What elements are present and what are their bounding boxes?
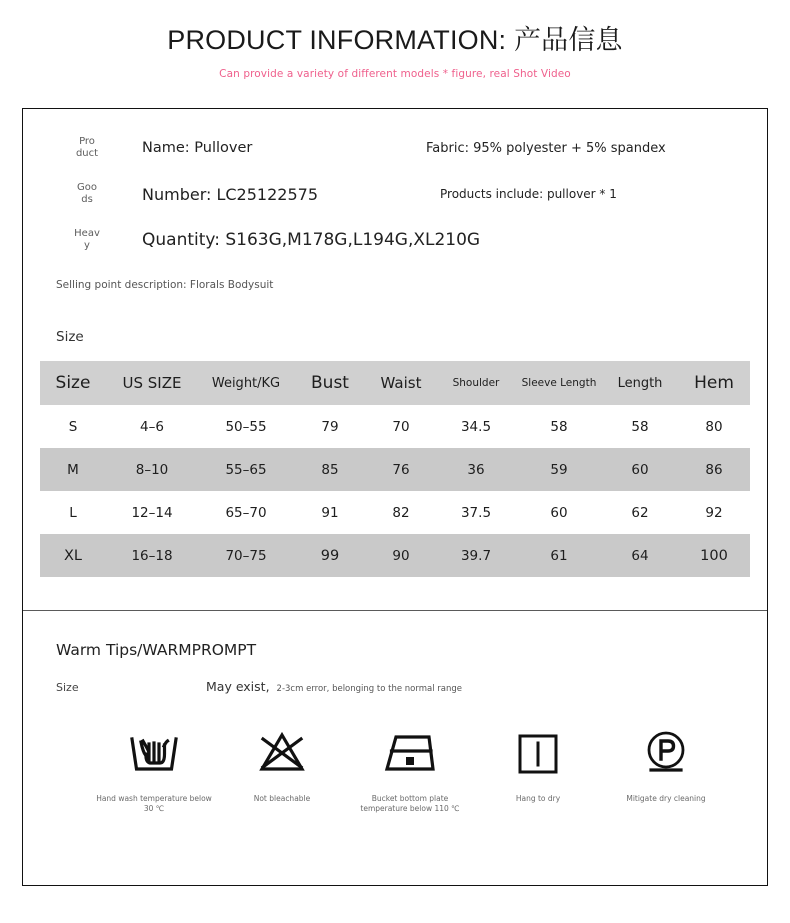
care-item-dry-clean: [602, 726, 730, 804]
col-header-length: Length: [617, 375, 663, 391]
warm-tips-size-value: May exist,: [206, 679, 270, 694]
cell-sleeve-length-s: 58: [550, 418, 568, 435]
col-header-size: Size: [55, 373, 91, 393]
care-item-hang-to-dry: [474, 726, 602, 804]
product-information-panel: [22, 108, 768, 886]
cell-waist-l: 82: [392, 504, 410, 521]
info-main-product: [118, 140, 767, 156]
col-header-hem: Hem: [694, 373, 734, 393]
info-label-heavy-line1: Heav: [74, 227, 100, 239]
page-subtitle: Can provide a variety of different models * figure, real Shot Video: [219, 67, 571, 80]
info-main-goods: [118, 185, 767, 204]
table-row: [40, 405, 750, 448]
cell-us-size-s: 4–6: [140, 418, 164, 435]
page-title: PRODUCT INFORMATION: 产品信息: [167, 25, 623, 55]
col-header-bust: Bust: [311, 373, 349, 393]
cell-bust-l: 91: [321, 504, 339, 521]
cell-shoulder-m: 36: [467, 461, 485, 478]
cell-weight-m: 55–65: [225, 461, 267, 478]
col-header-shoulder: Shoulder: [452, 376, 500, 389]
cell-waist-s: 70: [392, 418, 410, 435]
cell-length-m: 60: [631, 461, 649, 478]
col-header-sleeve-length: Sleeve Length: [521, 376, 597, 389]
info-main-heavy: [118, 230, 767, 250]
cell-size-l: L: [69, 504, 77, 521]
size-section-caption: Size: [56, 329, 84, 345]
product-info-block: [23, 109, 767, 291]
size-chart-header: [40, 361, 750, 405]
cell-hem-xl: 100: [700, 547, 728, 564]
cell-sleeve-length-l: 60: [550, 504, 568, 521]
cell-size-xl: XL: [63, 547, 82, 564]
cell-length-s: 58: [631, 418, 649, 435]
col-header-waist: Waist: [380, 374, 422, 392]
cell-us-size-xl: 16–18: [131, 547, 173, 564]
cell-bust-m: 85: [321, 461, 339, 478]
col-header-weight: Weight/KG: [211, 375, 281, 391]
info-label-heavy: [56, 228, 118, 253]
size-chart-body: [40, 405, 750, 577]
cell-bust-s: 79: [321, 418, 339, 435]
col-header-us-size: US SIZE: [122, 374, 182, 392]
care-item-iron: [346, 726, 474, 814]
hand-wash-icon: [128, 726, 180, 780]
cell-weight-l: 65–70: [225, 504, 267, 521]
care-instruction-row: [23, 726, 767, 814]
info-label-heavy-line2: y: [84, 240, 90, 251]
warm-tips-size-row: [56, 679, 767, 694]
cell-sleeve-length-m: 59: [550, 461, 568, 478]
info-label-product: [56, 136, 118, 161]
table-row: [40, 534, 750, 577]
page-header: [0, 0, 790, 80]
care-label-do-not-bleach: Not bleachable: [253, 794, 311, 803]
table-row: [40, 448, 750, 491]
hang-to-dry-icon: [515, 726, 561, 780]
warm-tips-size-note: 2-3cm error, belonging to the normal range: [276, 684, 462, 694]
info-label-goods-line1: Goo: [77, 181, 97, 193]
cell-waist-m: 76: [392, 461, 410, 478]
product-quantity-value: Quantity: S163G,M178G,L194G,XL210G: [142, 230, 481, 250]
table-row: [40, 491, 750, 534]
cell-us-size-m: 8–10: [135, 461, 169, 478]
info-label-goods: [56, 182, 118, 207]
info-row-heavy: [23, 217, 767, 263]
product-fabric-value: Fabric: 95% polyester + 5% spandex: [426, 140, 666, 156]
cell-us-size-l: 12–14: [131, 504, 173, 521]
info-label-product-line1: Pro: [79, 135, 95, 147]
size-chart-table: [40, 361, 750, 577]
info-label-goods-line2: ds: [81, 194, 93, 205]
cell-weight-xl: 70–75: [225, 547, 267, 564]
care-label-hang-to-dry: Hang to dry: [515, 794, 561, 803]
product-name-value: Name: Pullover: [142, 140, 253, 156]
cell-size-s: S: [68, 418, 78, 435]
care-label-dry-clean: Mitigate dry cleaning: [626, 794, 706, 803]
cell-hem-l: 92: [705, 504, 723, 521]
care-item-hand-wash: [90, 726, 218, 814]
info-row-product: [23, 125, 767, 171]
cell-weight-s: 50–55: [225, 418, 267, 435]
product-number-value: Number: LC25122575: [142, 184, 318, 204]
do-not-bleach-icon: [257, 726, 307, 780]
care-label-iron: Bucket bottom plate temperature below 110 ℃: [360, 794, 460, 814]
care-label-hand-wash: Hand wash temperature below 30 ℃: [96, 794, 212, 814]
cell-sleeve-length-xl: 61: [550, 547, 568, 564]
cell-size-m: M: [67, 461, 79, 478]
cell-length-l: 62: [631, 504, 649, 521]
cell-shoulder-l: 37.5: [460, 504, 492, 521]
selling-point-description: Selling point description: Florals Bodysuit: [56, 279, 274, 291]
warm-tips-size-label: Size: [56, 681, 79, 694]
cell-waist-xl: 90: [392, 547, 410, 564]
iron-low-heat-icon: [382, 726, 438, 780]
warm-tips-title: Warm Tips/WARMPROMPT: [56, 641, 257, 659]
size-chart-header-row: [40, 361, 750, 405]
cell-shoulder-s: 34.5: [460, 418, 492, 435]
cell-length-xl: 64: [631, 547, 649, 564]
cell-bust-xl: 99: [320, 547, 340, 564]
cell-shoulder-xl: 39.7: [460, 547, 492, 564]
products-include-value: Products include: pullover * 1: [440, 187, 617, 201]
mild-dry-clean-icon: [642, 726, 690, 780]
info-label-product-line2: duct: [75, 148, 99, 159]
cell-hem-s: 80: [705, 418, 723, 435]
info-row-goods: [23, 171, 767, 217]
care-item-do-not-bleach: [218, 726, 346, 804]
warm-tips-block: [23, 611, 767, 814]
cell-hem-m: 86: [705, 461, 723, 478]
